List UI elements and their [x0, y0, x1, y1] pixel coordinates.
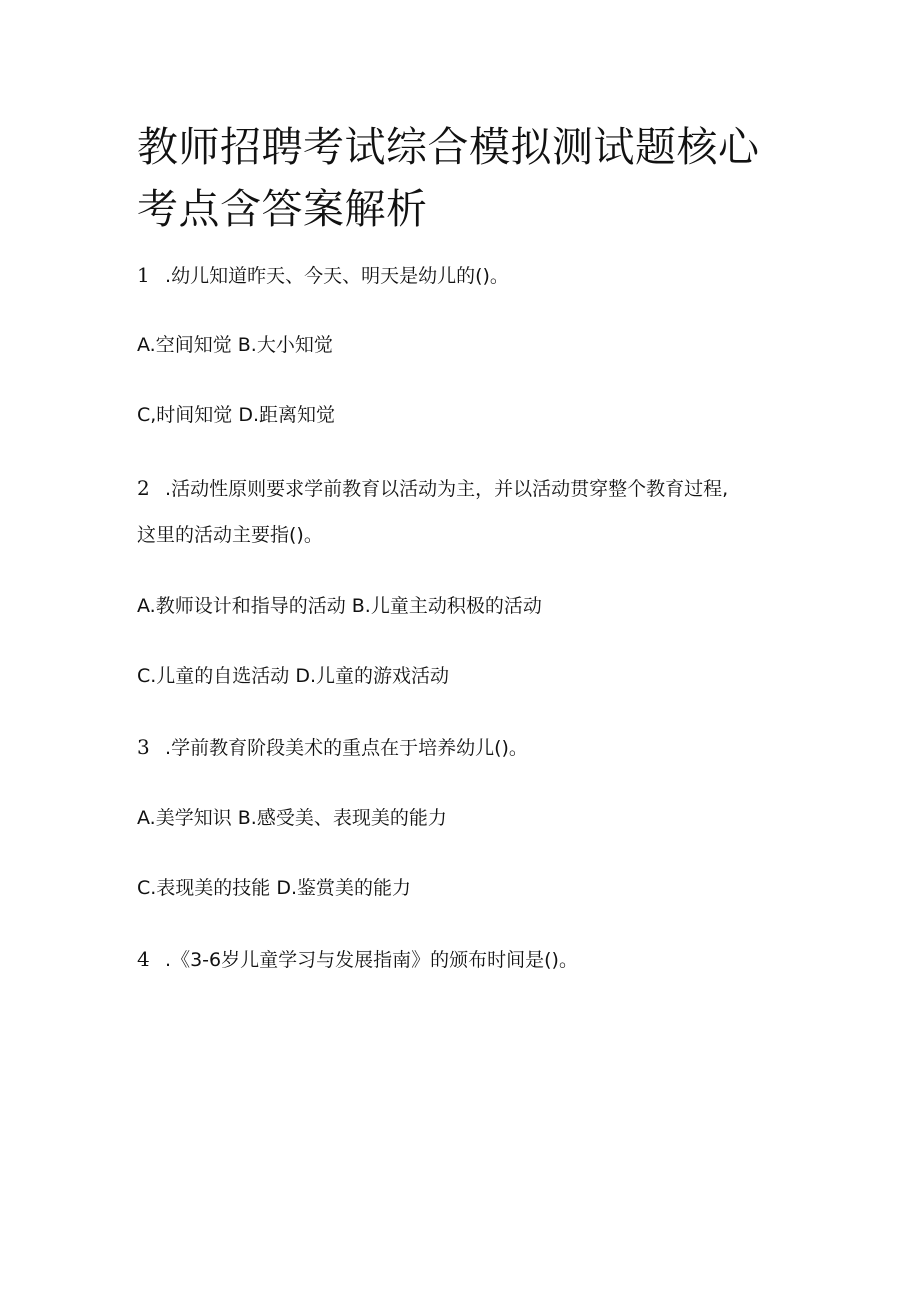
question-number: 4: [137, 947, 150, 971]
question-1-options-c-d: C,时间知觉 D.距离知觉: [137, 404, 336, 426]
question-text: .幼儿知道昨天、今天、明天是幼儿的()。: [165, 265, 509, 287]
title-line-1: 教师招聘考试综合模拟测试题核心: [137, 123, 760, 171]
document-title: [137, 116, 777, 240]
question-1: [137, 262, 509, 289]
question-2: [137, 475, 728, 502]
question-4: [137, 946, 578, 973]
question-text-line-1: .活动性原则要求学前教育以活动为主，并以活动贯穿整个教育过程,: [165, 478, 729, 500]
question-3-options-a-b: A.美学知识 B.感受美、表现美的能力: [137, 807, 447, 829]
question-3: [137, 734, 528, 761]
question-2-options-a-b: A.教师设计和指导的活动 B.儿童主动积极的活动: [137, 595, 542, 617]
question-text: .《3-6岁儿童学习与发展指南》的颁布时间是()。: [165, 949, 578, 971]
title-line-2: 考点含答案解析: [137, 185, 428, 233]
question-number: 3: [137, 735, 150, 759]
question-3-options-c-d: C.表现美的技能 D.鉴赏美的能力: [137, 877, 412, 899]
question-number: 1: [137, 263, 150, 287]
question-2-options-c-d: C.儿童的自选活动 D.儿童的游戏活动: [137, 665, 450, 687]
question-2-text-line-2: 这里的活动主要指()。: [137, 524, 323, 546]
question-text: .学前教育阶段美术的重点在于培养幼儿()。: [165, 737, 528, 759]
question-1-options-a-b: A.空间知觉 B.大小知觉: [137, 334, 333, 356]
question-number: 2: [137, 476, 150, 500]
